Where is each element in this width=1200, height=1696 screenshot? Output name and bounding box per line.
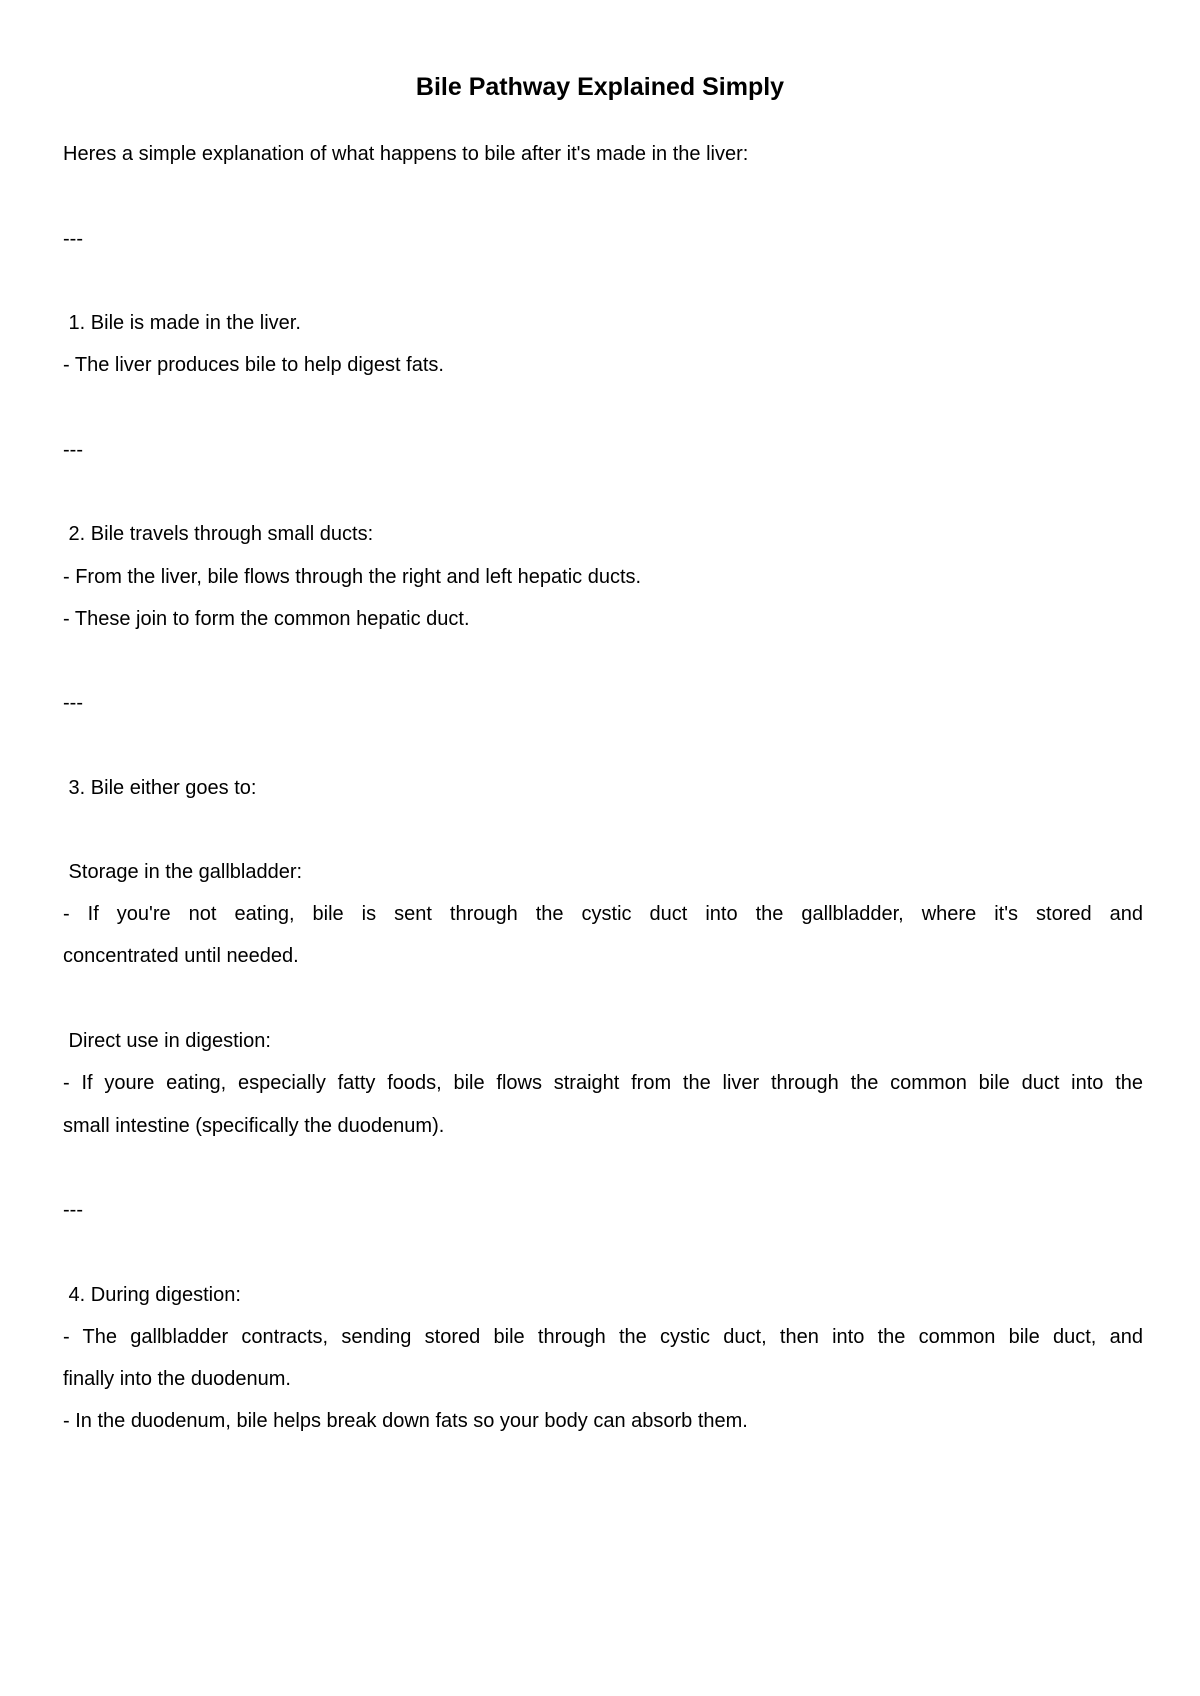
subsection-direct-line-1: - If youre eating, especially fatty foods, bile flows straight from the liver through the common bile duct into the <box>63 1072 1143 1094</box>
subsection-storage-line-2: concentrated until needed. <box>63 945 299 967</box>
separator: --- <box>63 439 83 461</box>
document-title: Bile Pathway Explained Simply <box>415 73 785 101</box>
section-4-heading: 4. During digestion: <box>63 1284 241 1306</box>
separator: --- <box>63 228 83 250</box>
subsection-direct-line-2: small intestine (specifically the duodenum). <box>63 1115 445 1137</box>
section-2-line-1: - From the liver, bile flows through the right and left hepatic ducts. <box>63 566 642 588</box>
section-1-line-1: - The liver produces bile to help digest fats. <box>63 354 444 376</box>
subsection-storage-line-1: - If you're not eating, bile is sent through the cystic duct into the gallbladder, where it's stored and <box>63 903 1143 925</box>
section-4-line-2: finally into the duodenum. <box>63 1368 291 1390</box>
subsection-storage-heading: Storage in the gallbladder: <box>63 861 303 883</box>
section-2-heading: 2. Bile travels through small ducts: <box>63 523 374 545</box>
separator: --- <box>63 692 83 714</box>
section-1-heading: 1. Bile is made in the liver. <box>63 312 301 334</box>
separator: --- <box>63 1199 83 1221</box>
section-3-heading: 3. Bile either goes to: <box>63 777 257 799</box>
subsection-direct-heading: Direct use in digestion: <box>63 1030 271 1052</box>
section-2-line-2: - These join to form the common hepatic duct. <box>63 608 470 630</box>
section-4-line-3: - In the duodenum, bile helps break down fats so your body can absorb them. <box>63 1410 748 1432</box>
intro-text: Heres a simple explanation of what happens to bile after it's made in the liver: <box>63 143 749 165</box>
section-4-line-1: - The gallbladder contracts, sending stored bile through the cystic duct, then into the common bile duct, and <box>63 1326 1143 1348</box>
